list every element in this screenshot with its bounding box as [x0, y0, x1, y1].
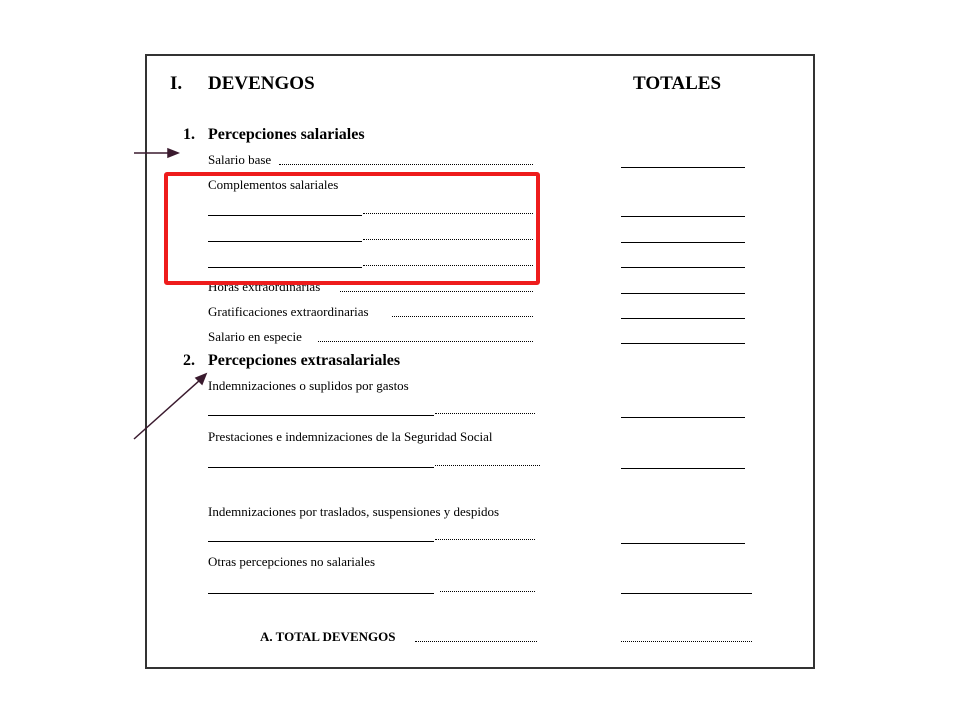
indemnizaciones-gastos-label: Indemnizaciones o suplidos por gastos	[208, 378, 409, 393]
section-title: DEVENGOS	[208, 73, 315, 94]
total-devengos-label: A. TOTAL DEVENGOS	[260, 629, 396, 644]
gratificaciones-label: Gratificaciones extraordinarias	[208, 304, 369, 319]
indemnizaciones-traslados-label: Indemnizaciones por traslados, suspensiones y despidos	[208, 504, 500, 519]
prestaciones-ss-label: Prestaciones e indemnizaciones de la Seguridad Social	[208, 429, 493, 444]
salario-base-label: Salario base	[208, 152, 272, 167]
arrow-salario-base-head	[168, 149, 178, 157]
especie-label: Salario en especie	[208, 329, 302, 344]
group2-number: 2.	[183, 352, 195, 369]
section-number: I.	[170, 73, 183, 94]
group2-title: Percepciones extrasalariales	[208, 352, 401, 369]
complementos-label: Complementos salariales	[208, 177, 339, 192]
arrow-extrasalariales-line	[134, 380, 200, 439]
horas-extra-label: Horas extraordinarias	[208, 279, 321, 294]
group1-number: 1.	[183, 126, 195, 143]
otras-percepciones-label: Otras percepciones no salariales	[208, 554, 376, 569]
totals-title: TOTALES	[633, 73, 722, 94]
group1-title: Percepciones salariales	[208, 126, 365, 143]
